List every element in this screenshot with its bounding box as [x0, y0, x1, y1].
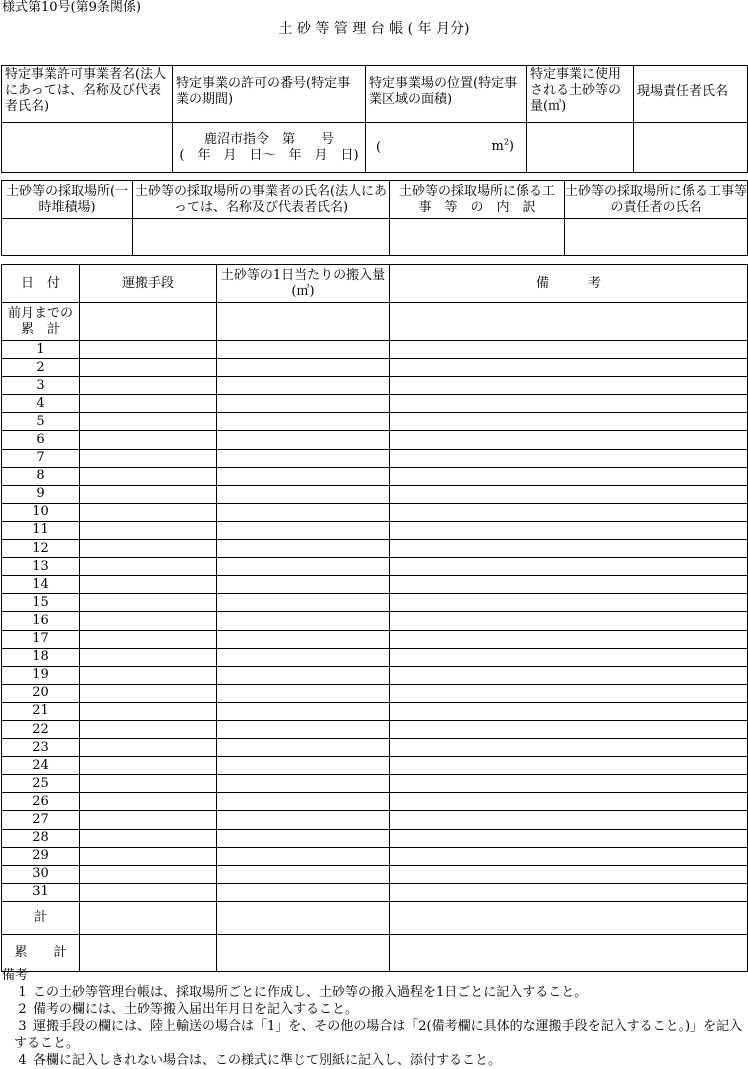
header-remarks: 備 考 [390, 265, 748, 303]
total-row [2, 901, 748, 934]
volume-cell[interactable] [217, 395, 390, 413]
day-number: 30 [2, 865, 80, 883]
source-info-table [1, 180, 748, 256]
transport-cell[interactable] [80, 739, 217, 757]
day-number: 22 [2, 720, 80, 738]
table-row [2, 865, 748, 883]
transport-cell[interactable] [80, 865, 217, 883]
note-item [2, 1052, 748, 1069]
header-work-breakdown: 土砂等の採取場所に係る工 事 等 の 内 訳 [390, 181, 565, 219]
table-row [2, 359, 748, 377]
transport-cell[interactable] [80, 485, 217, 503]
table-row [2, 720, 748, 738]
transport-cell[interactable] [80, 359, 217, 377]
remarks-cell[interactable] [390, 576, 748, 594]
remarks-cell[interactable] [390, 847, 748, 865]
transport-cell[interactable] [80, 775, 217, 793]
note-text: 備考の欄には、土砂等搬入届出年月日を記入すること。 [33, 1002, 359, 1017]
table-row [2, 829, 748, 847]
day-number: 2 [2, 359, 80, 377]
remarks-cell[interactable] [390, 521, 748, 539]
day-number: 17 [2, 630, 80, 648]
remarks-cell[interactable] [390, 648, 748, 666]
note-number: 2 [18, 1002, 27, 1017]
remarks-cell[interactable] [390, 341, 748, 359]
day-number: 6 [2, 431, 80, 449]
transport-cell[interactable] [80, 503, 217, 521]
header-soil-volume: 特定事業に使用される土砂等の量(㎥) [527, 66, 634, 123]
daily-log-table [1, 264, 748, 972]
note-item [2, 1001, 748, 1018]
table-row [2, 612, 748, 630]
day-number: 7 [2, 449, 80, 467]
cumulative-transport-cell[interactable] [80, 934, 217, 971]
note-number: 3 [18, 1019, 27, 1034]
area-open-paren: ( [376, 139, 382, 155]
table-row [2, 739, 748, 757]
total-label: 計 [2, 901, 80, 934]
volume-cell[interactable] [217, 359, 390, 377]
table-row [2, 377, 748, 395]
table-row [2, 485, 748, 503]
remarks-cell[interactable] [390, 811, 748, 829]
day-number: 16 [2, 612, 80, 630]
header-source-place: 土砂等の採取場所(一時堆積場) [2, 181, 133, 219]
day-number: 11 [2, 521, 80, 539]
prev-month-remarks[interactable] [390, 303, 748, 341]
volume-cell[interactable] [217, 757, 390, 775]
table-row [2, 702, 748, 720]
volume-cell[interactable] [217, 720, 390, 738]
day-number: 5 [2, 413, 80, 431]
remarks-cell[interactable] [390, 594, 748, 612]
notes-section [2, 967, 748, 1069]
remarks-cell[interactable] [390, 449, 748, 467]
prev-month-transport[interactable] [80, 303, 217, 341]
day-number: 15 [2, 594, 80, 612]
volume-cell[interactable] [217, 485, 390, 503]
note-number: 1 [18, 985, 27, 1000]
volume-cell[interactable] [217, 413, 390, 431]
header-transport: 運搬手段 [80, 265, 217, 303]
volume-cell[interactable] [217, 702, 390, 720]
volume-cell[interactable] [217, 684, 390, 702]
work-manager-field[interactable] [565, 219, 748, 256]
volume-cell[interactable] [217, 739, 390, 757]
source-place-field[interactable] [2, 219, 133, 256]
prev-month-label: 前月までの 累 計 [2, 303, 80, 341]
soil-volume-field[interactable] [527, 123, 634, 173]
volume-cell[interactable] [217, 431, 390, 449]
day-number: 14 [2, 576, 80, 594]
transport-cell[interactable] [80, 395, 217, 413]
transport-cell[interactable] [80, 576, 217, 594]
day-number: 29 [2, 847, 80, 865]
transport-cell[interactable] [80, 702, 217, 720]
day-number: 25 [2, 775, 80, 793]
transport-cell[interactable] [80, 467, 217, 485]
volume-cell[interactable] [217, 467, 390, 485]
volume-cell[interactable] [217, 576, 390, 594]
volume-cell[interactable] [217, 883, 390, 901]
source-operator-field[interactable] [133, 219, 390, 256]
remarks-cell[interactable] [390, 702, 748, 720]
remarks-cell[interactable] [390, 395, 748, 413]
table-row [2, 431, 748, 449]
volume-cell[interactable] [217, 521, 390, 539]
volume-cell[interactable] [217, 829, 390, 847]
note-item [2, 984, 748, 1001]
remarks-cell[interactable] [390, 413, 748, 431]
volume-cell[interactable] [217, 847, 390, 865]
day-number: 24 [2, 757, 80, 775]
header-daily-volume: 土砂等の1日当たりの搬入量(㎥) [217, 265, 390, 303]
volume-cell[interactable] [217, 503, 390, 521]
header-source-operator: 土砂等の採取場所の事業者の氏名(法人にあっては、名称及び代表者氏名) [133, 181, 390, 219]
area-unit: $m^2$) [491, 137, 514, 154]
table-row [2, 630, 748, 648]
day-number: 12 [2, 540, 80, 558]
remarks-cell[interactable] [390, 431, 748, 449]
table-row [2, 883, 748, 901]
volume-cell[interactable] [217, 630, 390, 648]
permit-number-field[interactable] [173, 123, 366, 173]
day-number: 19 [2, 666, 80, 684]
day-number: 26 [2, 793, 80, 811]
note-text: この土砂等管理台帳は、採取場所ごとに作成し、土砂等の搬入過程を1日ごとに記入すること。 [33, 985, 588, 1000]
transport-cell[interactable] [80, 684, 217, 702]
cumulative-remarks-cell[interactable] [390, 934, 748, 971]
site-location-field[interactable] [366, 123, 527, 173]
volume-cell[interactable] [217, 811, 390, 829]
permit-period-line: ( 年 月 日〜 年 月 日) [179, 147, 359, 163]
table-row [2, 775, 748, 793]
day-number: 9 [2, 485, 80, 503]
remarks-cell[interactable] [390, 485, 748, 503]
remarks-cell[interactable] [390, 829, 748, 847]
table-row [2, 576, 748, 594]
remarks-cell[interactable] [390, 684, 748, 702]
transport-cell[interactable] [80, 757, 217, 775]
day-number: 13 [2, 558, 80, 576]
transport-cell[interactable] [80, 811, 217, 829]
remarks-cell[interactable] [390, 558, 748, 576]
form-number: 様式第10号(第9条関係) [2, 0, 141, 15]
day-number: 4 [2, 395, 80, 413]
permit-info-table [1, 65, 748, 173]
transport-cell[interactable] [80, 829, 217, 847]
day-number: 31 [2, 883, 80, 901]
transport-cell[interactable] [80, 720, 217, 738]
day-number: 28 [2, 829, 80, 847]
transport-cell[interactable] [80, 648, 217, 666]
table-row [2, 594, 748, 612]
volume-cell[interactable] [217, 449, 390, 467]
day-number: 3 [2, 377, 80, 395]
header-permit-number: 特定事業の許可の番号(特定事業の期間) [173, 66, 366, 123]
table-row [2, 757, 748, 775]
remarks-cell[interactable] [390, 883, 748, 901]
transport-cell[interactable] [80, 612, 217, 630]
day-number: 27 [2, 811, 80, 829]
table-row [2, 503, 748, 521]
remarks-cell[interactable] [390, 793, 748, 811]
table-row [2, 684, 748, 702]
header-permit-holder: 特定事業許可事業者名(法人にあっては、名称及び代表者氏名) [2, 66, 173, 123]
note-text: 運搬手段の欄には、陸上輸送の場合は「1」を、その他の場合は「2(備考欄に具体的な運搬手段を記入すること。)」を記入すること。 [14, 1019, 743, 1051]
table-row [2, 648, 748, 666]
transport-cell[interactable] [80, 847, 217, 865]
remarks-cell[interactable] [390, 612, 748, 630]
transport-cell[interactable] [80, 630, 217, 648]
permit-holder-field[interactable] [2, 123, 173, 173]
remarks-cell[interactable] [390, 739, 748, 757]
table-row [2, 847, 748, 865]
table-row [2, 413, 748, 431]
header-site-manager: 現場責任者氏名 [634, 66, 748, 123]
volume-cell[interactable] [217, 594, 390, 612]
note-number: 4 [18, 1053, 27, 1068]
remarks-cell[interactable] [390, 467, 748, 485]
table-row [2, 467, 748, 485]
site-manager-field[interactable] [634, 123, 748, 173]
transport-cell[interactable] [80, 666, 217, 684]
volume-cell[interactable] [217, 558, 390, 576]
remarks-cell[interactable] [390, 666, 748, 684]
transport-cell[interactable] [80, 793, 217, 811]
day-number: 10 [2, 503, 80, 521]
remarks-cell[interactable] [390, 720, 748, 738]
volume-cell[interactable] [217, 865, 390, 883]
page-title: 土 砂 等 管 理 台 帳 ( 年 月分) [278, 21, 470, 37]
permit-number-line: 鹿沼市指令 第 号 [203, 131, 334, 147]
remarks-cell[interactable] [390, 359, 748, 377]
total-remarks-cell[interactable] [390, 901, 748, 934]
table-row [2, 811, 748, 829]
transport-cell[interactable] [80, 377, 217, 395]
day-number: 21 [2, 702, 80, 720]
transport-cell[interactable] [80, 883, 217, 901]
volume-cell[interactable] [217, 377, 390, 395]
transport-cell[interactable] [80, 341, 217, 359]
table-row [2, 558, 748, 576]
day-number: 20 [2, 684, 80, 702]
header-date: 日 付 [2, 265, 80, 303]
day-number: 23 [2, 739, 80, 757]
remarks-cell[interactable] [390, 540, 748, 558]
transport-cell[interactable] [80, 521, 217, 539]
table-row [2, 395, 748, 413]
cumulative-row [2, 934, 748, 971]
day-number: 8 [2, 467, 80, 485]
remarks-cell[interactable] [390, 377, 748, 395]
day-number: 18 [2, 648, 80, 666]
transport-cell[interactable] [80, 540, 217, 558]
transport-cell[interactable] [80, 449, 217, 467]
volume-cell[interactable] [217, 540, 390, 558]
header-site-location: 特定事業場の位置(特定事業区域の面積) [366, 66, 527, 123]
volume-cell[interactable] [217, 341, 390, 359]
note-item [2, 1018, 748, 1052]
remarks-cell[interactable] [390, 775, 748, 793]
transport-cell[interactable] [80, 413, 217, 431]
transport-cell[interactable] [80, 558, 217, 576]
volume-cell[interactable] [217, 793, 390, 811]
notes-list [2, 984, 748, 1069]
table-row [2, 341, 748, 359]
volume-cell[interactable] [217, 775, 390, 793]
volume-cell[interactable] [217, 666, 390, 684]
table-row [2, 666, 748, 684]
remarks-cell[interactable] [390, 503, 748, 521]
transport-cell[interactable] [80, 594, 217, 612]
cumulative-volume-cell[interactable] [217, 934, 390, 971]
note-text: 各欄に記入しきれない場合は、この様式に準じて別紙に記入し、添付すること。 [33, 1053, 502, 1068]
total-transport-cell[interactable] [80, 901, 217, 934]
prev-month-volume[interactable] [217, 303, 390, 341]
volume-cell[interactable] [217, 612, 390, 630]
remarks-cell[interactable] [390, 630, 748, 648]
volume-cell[interactable] [217, 648, 390, 666]
work-breakdown-field[interactable] [390, 219, 565, 256]
cumulative-label: 累 計 [2, 934, 80, 971]
day-number: 1 [2, 341, 80, 359]
header-work-manager: 土砂等の採取場所に係る工事等の責任者の氏名 [565, 181, 748, 219]
remarks-cell[interactable] [390, 865, 748, 883]
table-row [2, 793, 748, 811]
total-volume-cell[interactable] [217, 901, 390, 934]
transport-cell[interactable] [80, 431, 217, 449]
table-row [2, 449, 748, 467]
table-row [2, 521, 748, 539]
notes-heading: 備考 [2, 968, 29, 983]
remarks-cell[interactable] [390, 757, 748, 775]
table-row [2, 540, 748, 558]
